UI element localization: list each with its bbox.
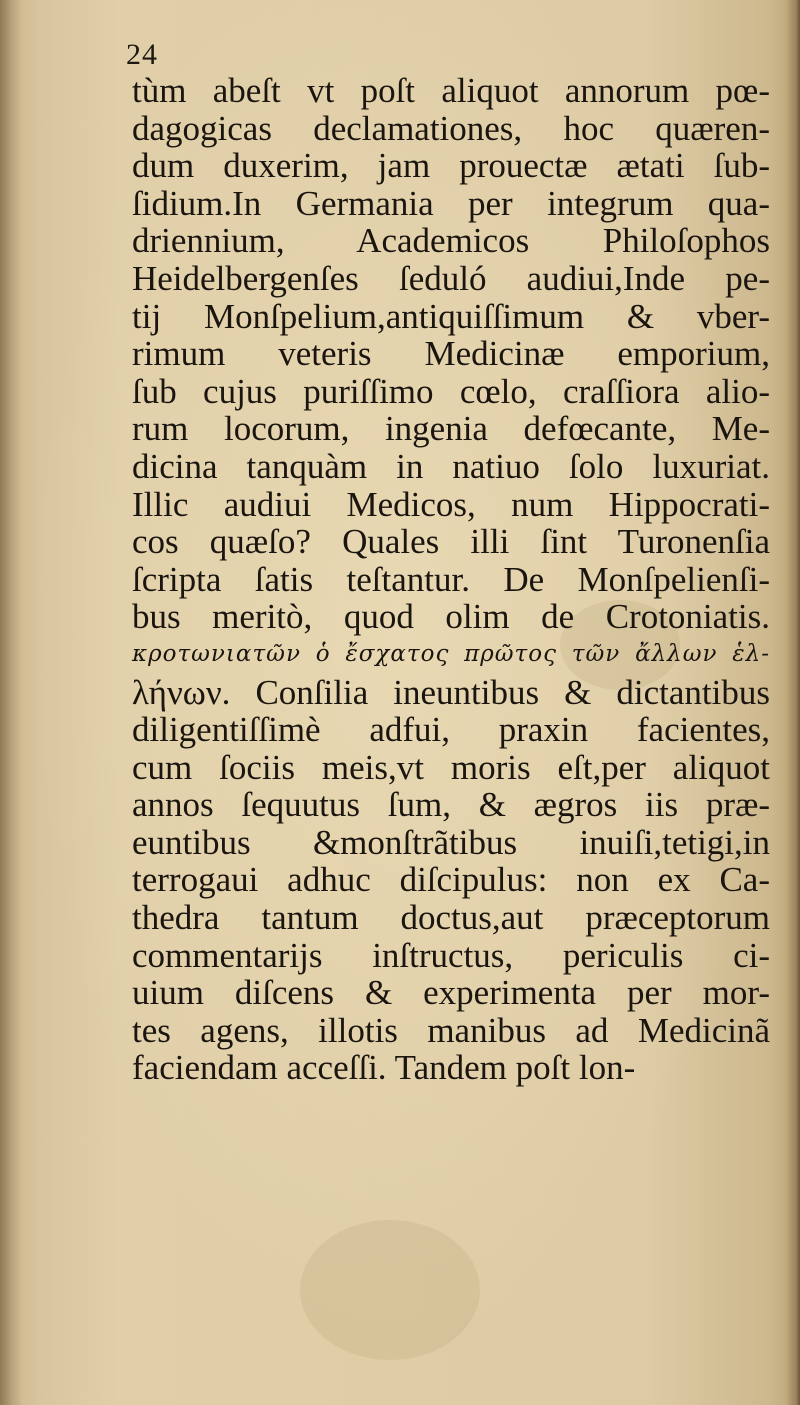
text-line: tij Monſpelium,antiquiſſimum & vber- bbox=[132, 296, 770, 336]
text-line: driennium, Academicos Philoſophos bbox=[132, 221, 770, 261]
text-line: terrogaui adhuc diſcipulus: non ex Ca- bbox=[132, 860, 770, 900]
text-line: bus meritò, quod olim de Crotoniatis. bbox=[132, 597, 770, 637]
greek-text-line: κροτωνιατῶν ὁ ἔσχατος πρῶτος τῶν ἄλλων ἑλ- bbox=[132, 640, 770, 667]
text-line: ſcripta ſatis teſtantur. De Monſpelienſi- bbox=[132, 559, 770, 599]
text-line: faciendam acceſſi. Tandem poſt lon- bbox=[132, 1048, 636, 1088]
text-line: λήνων. Conſilia ineuntibus & dictantibus bbox=[132, 672, 770, 712]
text-line: rum locorum, ingenia defœcante, Me- bbox=[132, 409, 770, 449]
page-number: 24 bbox=[126, 38, 158, 71]
text-line: tùm abeſt vt poſt aliquot annorum pœ- bbox=[132, 71, 770, 110]
text-line: euntibus &monſtrãtibus inuiſi,tetigi,in bbox=[132, 822, 770, 862]
text-line: rimum veteris Medicinæ emporium, bbox=[132, 334, 770, 374]
text-line: dagogicas declamationes, hoc quæren- bbox=[132, 108, 770, 148]
text-line: dicina tanquàm in natiuo ſolo luxuriat. bbox=[132, 446, 770, 486]
text-line: cum ſociis meis,vt moris eſt,per aliquot bbox=[132, 747, 770, 787]
text-line: ſub cujus puriſſimo cœlo, craſſiora alio- bbox=[132, 371, 770, 411]
text-line: ſidium.In Germania per integrum qua- bbox=[132, 183, 770, 223]
text-line: annos ſequutus ſum, & ægros iis præ- bbox=[132, 785, 770, 825]
body-text bbox=[132, 72, 770, 1087]
text-line: tes agens, illotis manibus ad Medicinã bbox=[132, 1010, 770, 1050]
text-line: dum duxerim, jam prouectæ ætati ſub- bbox=[132, 146, 770, 186]
paper-stain bbox=[300, 1220, 480, 1360]
text-line: Illic audiui Medicos, num Hippocrati- bbox=[132, 484, 770, 524]
page-edge bbox=[786, 0, 800, 1405]
text-line: cos quæſo? Quales illi ſint Turonenſia bbox=[132, 522, 770, 562]
text-line: diligentiſſimè adfui, praxin facientes, bbox=[132, 710, 770, 750]
page-gutter bbox=[0, 0, 22, 1405]
text-line: uium diſcens & experimenta per mor- bbox=[132, 973, 770, 1013]
text-line: commentarijs inſtructus, periculis ci- bbox=[132, 935, 770, 975]
text-line: Heidelbergenſes ſeduló audiui,Inde pe- bbox=[132, 258, 770, 298]
text-line: thedra tantum doctus,aut præceptorum bbox=[132, 898, 770, 938]
